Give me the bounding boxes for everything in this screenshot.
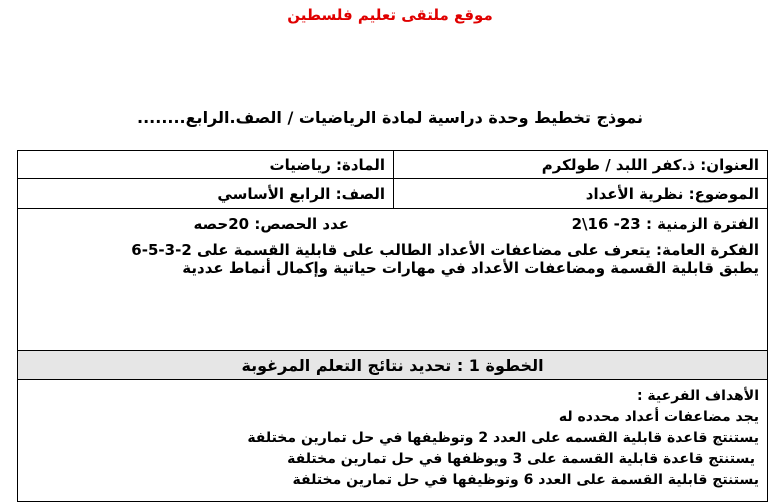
objectives-heading: الأهداف الفرعية : [636,388,759,404]
unit-plan-table [17,150,768,502]
sessions-count-cell: عدد الحصص: 20حصه [193,215,349,233]
general-idea-line: يطبق قابلية القسمة ومضاعفات الأعداد في مهارات حياتية وإكمال أنماط عددية [182,259,759,277]
objective-item: يجد مضاعفات أعداد محدده له [558,409,759,425]
subject-cell: المادة: رياضيات [18,151,394,178]
title-cell: العنوان: ذ.كفر اللبد / طولكرم [541,155,759,174]
table-row-topic-grade [18,179,767,209]
site-title: موقع ملتقى تعليم فلسطين [287,6,493,24]
objective-item: يستنتج قاعدة قابلية القسمه على العدد 2 وتوظيفها في حل تمارين مختلفة [247,430,759,446]
table-row-title-subject [18,151,767,179]
table-row-period-sessions [18,209,767,239]
general-idea-line: الفكرة العامة: يتعرف على مضاعفات الأعداد الطالب على قابلية القسمة على 2-3-5-6 [131,241,759,259]
objective-item: يستنتج قاعدة قابلية القسمة على 3 ويوظفها في حل تمارين مختلفة [287,451,755,467]
document-title: نموذج تخطيط وحدة دراسية لمادة الرياضيات / الصف.الرابع........ [137,108,643,127]
time-period-cell: الفترة الزمنية : 23- 16\2 [571,215,759,233]
sub-objectives-section [18,380,767,491]
topic-cell: الموضوع: نظرية الأعداد [585,184,759,203]
grade-cell: الصف: الرابع الأساسي [18,179,394,208]
objective-item: يستنتج قابلية القسمة على العدد 6 وتوظيفها في حل تمارين مختلفة [292,472,759,488]
step-1-header: الخطوة 1 : تحديد نتائج التعلم المرغوبة [18,351,767,380]
general-idea-section [18,239,767,351]
